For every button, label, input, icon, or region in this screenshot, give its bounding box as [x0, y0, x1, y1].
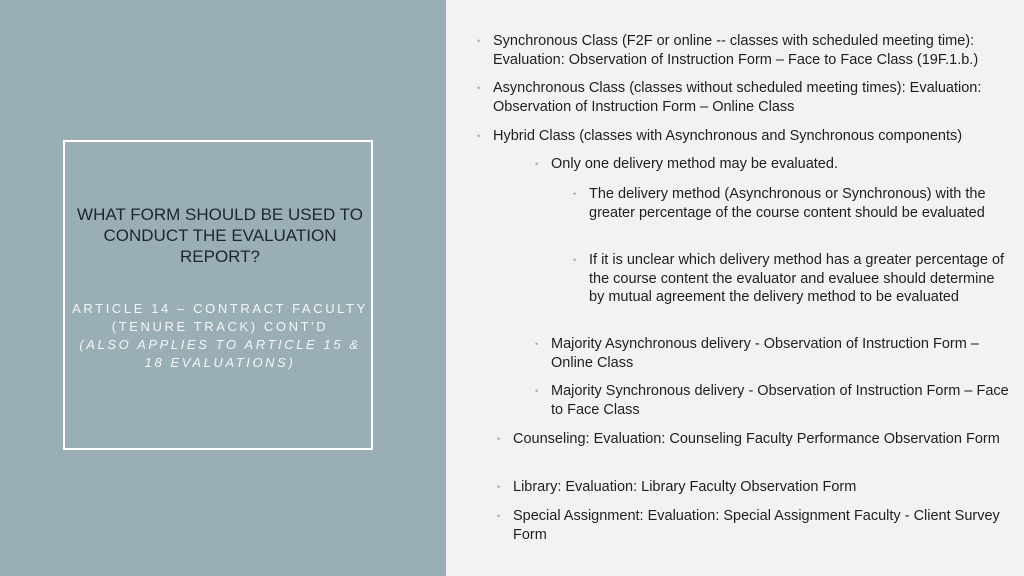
bullet-marker: •: [573, 255, 577, 265]
title-panel: [0, 0, 446, 576]
bullet-marker: •: [497, 482, 501, 492]
bullet-item: If it is unclear which delivery method has a greater percentage of the course content the evaluator and evaluee should determine by mutual agreement the delivery method to be evaluated: [589, 252, 1005, 305]
slide-subtitle: [68, 300, 372, 372]
bullet-item: Counseling: Evaluation: Counseling Faculty Performance Observation Form: [513, 431, 1000, 447]
title-frame: [63, 140, 373, 450]
bullet-marker: •: [535, 386, 539, 396]
bullet-item: The delivery method (Asynchronous or Synchronous) with the greater percentage of the course content should be evaluated: [589, 186, 986, 221]
bullet-item: Library: Evaluation: Library Faculty Observation Form: [513, 479, 857, 495]
bullet-marker: •: [573, 189, 577, 199]
bullet-marker: •: [477, 36, 481, 46]
bullet-item: Majority Asynchronous delivery - Observation of Instruction Form – Online Class: [551, 336, 979, 371]
bullet-marker: •: [497, 511, 501, 521]
subtitle-note: (ALSO APPLIES TO ARTICLE 15 & 18 EVALUATIONS): [79, 337, 361, 370]
bullet-item: Asynchronous Class (classes without scheduled meeting times): Evaluation: Observation of Instruction Form – Online Class: [493, 80, 982, 115]
bullet-item: Special Assignment: Evaluation: Special Assignment Faculty - Client Survey Form: [513, 508, 1000, 543]
slide-title: WHAT FORM SHOULD BE USED TO CONDUCT THE EVALUATION REPORT?: [77, 205, 363, 266]
bullet-marker: •: [535, 159, 539, 169]
bullet-item: Synchronous Class (F2F or online -- classes with scheduled meeting time): Evaluation: Observation of Instruction Form – Face to Face Class (19F.1.b.): [493, 33, 979, 68]
subtitle-main: ARTICLE 14 – CONTRACT FACULTY (TENURE TRACK) CONT'D: [72, 301, 368, 334]
bullet-marker: •: [477, 131, 481, 141]
bullet-marker: •: [497, 434, 501, 444]
bullet-marker: •: [535, 339, 539, 349]
bullet-item: Majority Synchronous delivery - Observation of Instruction Form – Face to Face Class: [551, 383, 1009, 418]
bullet-item: Only one delivery method may be evaluated.: [551, 156, 838, 172]
bullet-marker: •: [477, 83, 481, 93]
bullet-item: Hybrid Class (classes with Asynchronous and Synchronous components): [493, 128, 963, 144]
